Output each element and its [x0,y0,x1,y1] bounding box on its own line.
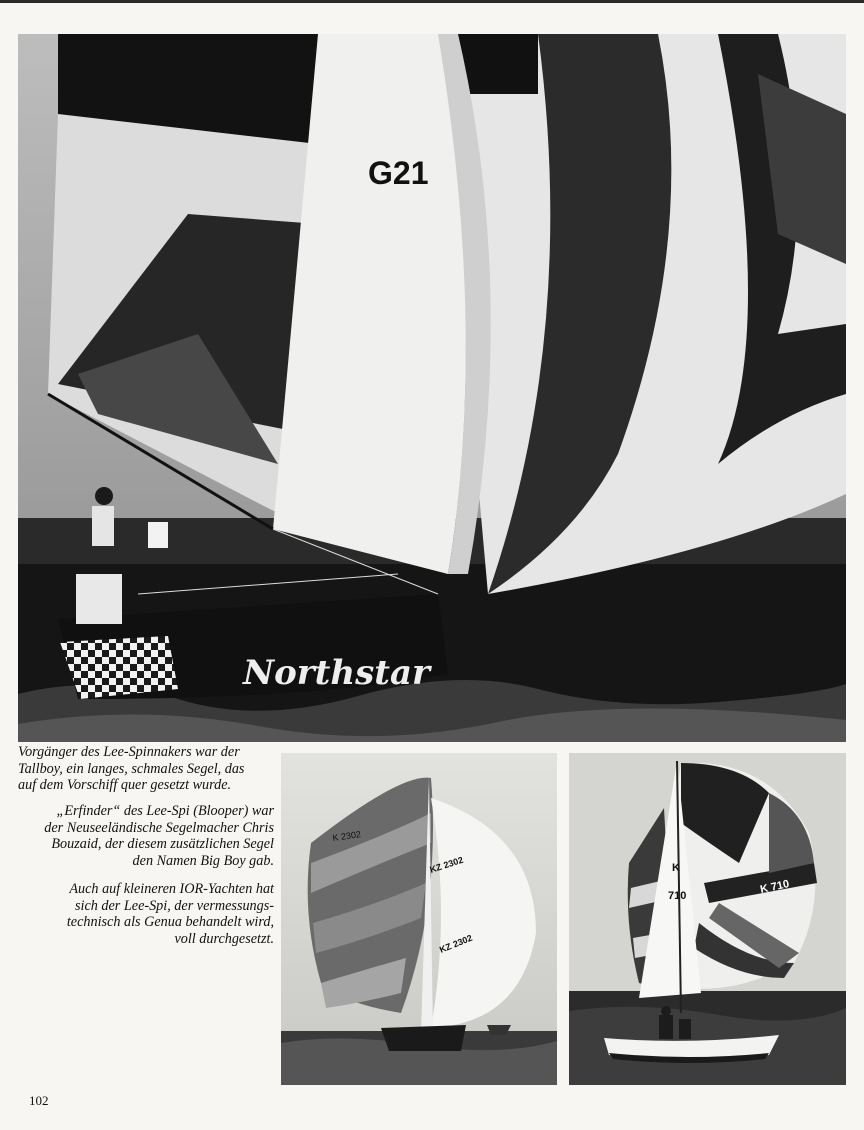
mid-sail-number-1: K 2302 [331,829,362,843]
caption-line: Vorgänger des Lee-Spinnakers war der [18,744,240,760]
right-sail-number: 710 [668,890,687,902]
caption-line: der Neuseeländische Segelmacher Chris [44,819,274,836]
caption-line: technisch als Genua behandelt wird, [66,914,274,930]
caption-line: den Namen Big Boy gab. [132,852,274,869]
caption-line: „Erfinder“ des Lee-Spi (Blooper) war [56,803,274,819]
caption-line: Bouzaid, der diesem zusätzlichen Segel [51,836,274,852]
caption-inventor [18,803,274,869]
right-spinnaker-number: K 710 [759,878,791,896]
middle-photo-illustration [281,753,557,1085]
caption-ior-yachts [18,881,274,947]
middle-sailing-photo [281,753,557,1085]
caption-line: Auch auf kleineren IOR-Yachten hat [69,881,274,897]
sail-number-text: G21 [368,155,429,191]
main-sailing-photo [18,34,846,742]
right-photo-illustration [569,753,846,1085]
caption-tallboy [18,744,280,794]
page-number: 102 [29,1093,49,1108]
caption-line: sich der Lee-Spi, der vermessungs- [75,897,274,914]
mid-sail-number-2: KZ 2302 [428,854,465,875]
caption-line: Tallboy, ein langes, schmales Segel, das [18,760,245,777]
hull-name-text: Northstar [243,653,430,693]
caption-line: auf dem Vorschiff quer gesetzt wurde. [18,777,232,793]
mid-sail-number-3: KZ 2302 [438,932,474,955]
right-sailing-photo [569,753,846,1085]
caption-line: voll durchgesetzt. [174,930,274,947]
top-rule [0,0,864,3]
right-sail-letter: K [672,862,680,874]
main-photo-illustration [18,34,846,742]
